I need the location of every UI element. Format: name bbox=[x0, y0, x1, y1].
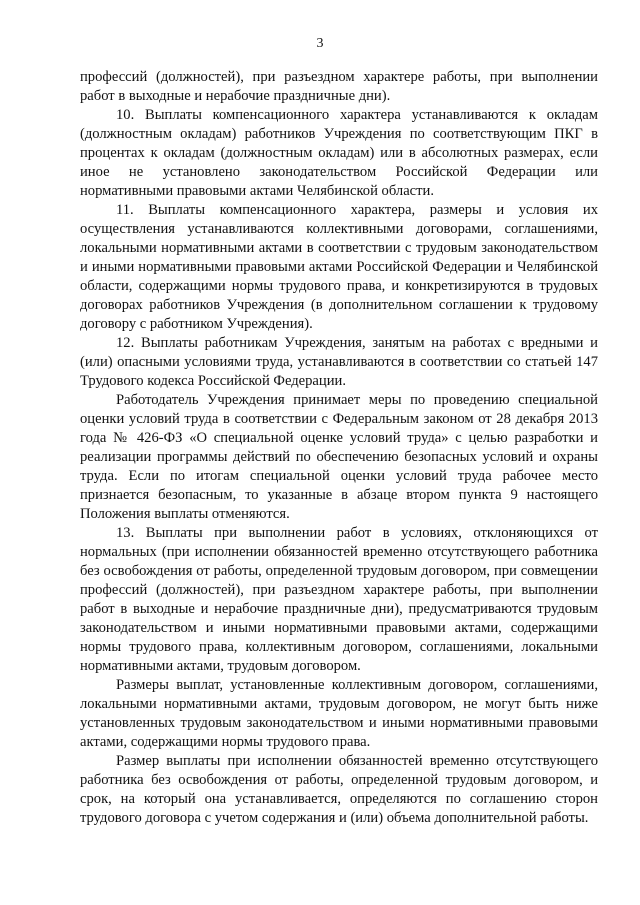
paragraph-payment-sizes: Размеры выплат, установленные коллективным договором, соглашениями, локальными нормативными актами, трудовым договором, не могут быть ниже установленных трудовым законодательством и иными нормативными правовыми актами, содержащими нормы трудового права. bbox=[80, 677, 598, 750]
paragraph-item-12: 12. Выплаты работникам Учреждения, занятым на работах с вредными и (или) опасными условиями труда, устанавливаются в соответствии со статьей 147 Трудового кодекса Российской Федерации. bbox=[80, 335, 598, 389]
paragraph-temporary-duties: Размер выплаты при исполнении обязанностей временно отсутствующего работника без освобождения от работы, определенной трудовым договором, и срок, на который она устанавливается, определяются по соглашению сторон трудового договора с учетом содержания и (или) объема дополнительной работы. bbox=[80, 753, 598, 826]
paragraph-special-assessment: Работодатель Учреждения принимает меры по проведению специальной оценки условий труда в соответствии с Федеральным законом от 28 декабря 2013 года № 426-ФЗ «О специальной оценке условий труда» с целью разработки и реализации программы действий по обеспечению безопасных условий и охраны труда. Если по итогам специальной оценки условий труда рабочее место признается безопасным, то указанные в абзаце втором пункта 9 настоящего Положения выплаты отменяются. bbox=[80, 392, 598, 522]
page-number: 3 bbox=[316, 36, 324, 51]
document-body bbox=[80, 68, 598, 828]
paragraph-continuation: профессий (должностей), при разъездном характере работы, при выполнении работ в выходные и нерабочие праздничные дни). bbox=[80, 69, 598, 104]
paragraph-item-10: 10. Выплаты компенсационного характера устанавливаются к окладам (должностным окладам) работников Учреждения по соответствующим ПКГ в процентах к окладам (должностным окладам) или в абсолютных размерах, если иное не установлено законодательством Российской Федерации или нормативными правовыми актами Челябинской области. bbox=[80, 107, 598, 199]
paragraph-item-11: 11. Выплаты компенсационного характера, размеры и условия их осуществления устанавливаются коллективными договорами, соглашениями, локальными нормативными актами в соответствии с трудовым законодательством и иными нормативными правовыми актами Российской Федерации и Челябинской области, содержащими нормы трудового права, и конкретизируются в трудовых договорах работников Учреждения (в дополнительном соглашении к трудовому договору с работником Учреждения). bbox=[80, 202, 598, 332]
paragraph-item-13: 13. Выплаты при выполнении работ в условиях, отклоняющихся от нормальных (при исполнении обязанностей временно отсутствующего работника без освобождения от работы, определенной трудовым договором, при совмещении профессий (должностей), при разъездном характере работы, при выполнении работ в выходные и нерабочие праздничные дни), предусматриваются трудовым законодательством и иными нормативными правовыми актами, содержащими нормы трудового права, коллективным договором, соглашениями, локальными нормативными актами, трудовым договором. bbox=[80, 525, 598, 674]
